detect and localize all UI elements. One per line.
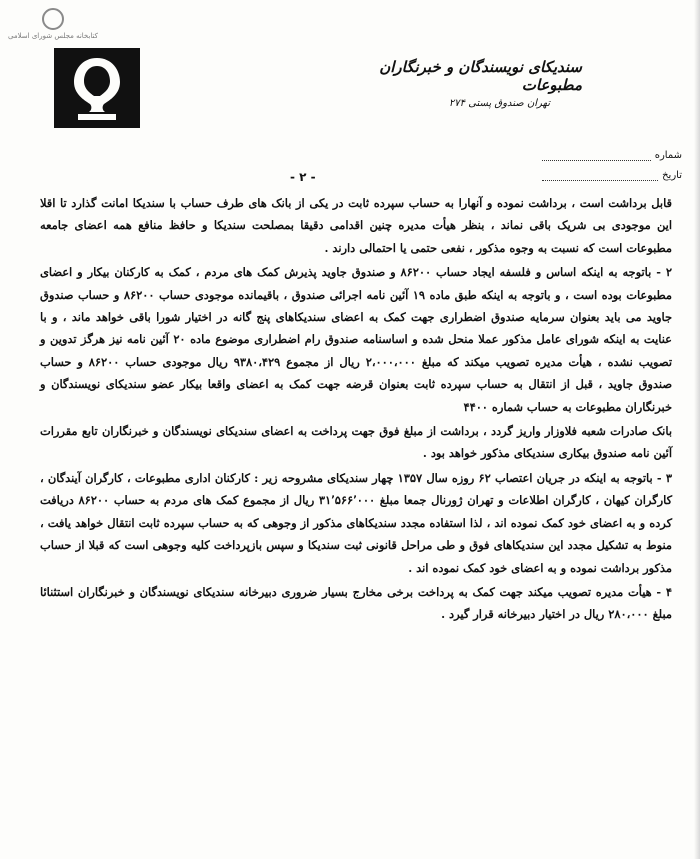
number-field xyxy=(542,150,682,161)
org-name: سندیکای نویسندگان و خبرنگاران مطبوعات xyxy=(379,58,582,94)
number-line xyxy=(542,151,651,161)
paragraph-continuation: قابل برداشت است ، برداشت نموده و آنهارا به حساب سپرده ثابت در یکی از بانک های طرف حساب با سندیکا امانت گذارد تا اقلا این موجودی بی شریک باقی نماند ، بنظر هیأت مدیره چنین اقدامی دقیقا بمصلحت سندیکا و حافظ منافع همه اعضای جامعه مطبوعات است که نسبت به وجوه مذکور ، نفعی حتمی یا احتمالی دارند . xyxy=(40,196,672,255)
date-line xyxy=(542,171,658,181)
date-field xyxy=(542,170,682,181)
paragraph-item-4: ۴ - هیأت مدیره تصویب میکند جهت کمک به پرداخت برخی مخارج بسیار ضروری دبیرخانه سندیکای نویسندگان و خبرنگاران استثنائا مبلغ ۲۸۰،۰۰۰ ریال در اختیار دبیرخانه قرار گیرد . xyxy=(40,584,672,622)
number-label: شماره xyxy=(654,150,682,161)
document-body xyxy=(40,192,672,628)
paragraph-item-2: ۲ - باتوجه به اینکه اساس و فلسفه ایجاد حساب ۸۶۲۰۰ و صندوق جاوید پذیرش کمک های مردم ، کمک به کارکنان بیکار و اعضای مطبوعات بوده است ، و باتوجه به اینکه طبق ماده ۱۹ آئین نامه اجرائی صندوق ، باقیمانده موجودی حساب ۸۶۲۰۰ و حساب صندوق جاوید می باید بعنوان سرمایه صندوق اضطراری جهت کمک به اعضای سندیکاهای پنج گانه در اختیار شورا باقی خواهد ماند ، و با عنایت به اینکه شورای عامل مذکور عملا منحل شده و اساسنامه صندوق رام اضطراری موضوع ماده ۲۰ آئین نامه نیز هرگز تدوین و تصویب نشده ، هیأت مدیره تصویب میکند که مبلغ ۲،۰۰۰،۰۰۰ ریال از مجموع ۹۳۸۰،۴۲۹ ریال موجودی حساب ۸۶۲۰۰ و حساب صندوق جاوید ، قبل از انتقال به حساب سپرده ثابت بعنوان قرضه جهت کمک به اعضای واقعا بیکار عضو سندیکای نویسندگان و خبرنگاران مطبوعات به حساب شماره ۴۴۰۰ xyxy=(40,265,672,414)
paragraph-item-2-continued: بانک صادرات شعبه فلاوزار واریز گردد ، برداشت از مبلغ فوق جهت پرداخت به اعضای سندیکای نویسندگان و خبرنگاران تابع مقررات آئین نامه صندوق بیکاری سندیکای مذکور خواهد بود . xyxy=(40,424,672,461)
scan-edge-shadow xyxy=(694,0,700,859)
syndicate-logo-icon xyxy=(54,48,140,128)
watermark-logo-icon xyxy=(42,8,64,30)
watermark-text: کتابخانه مجلس شورای اسلامی xyxy=(8,32,98,40)
syndicate-logo xyxy=(54,48,140,128)
page-number: - ۲ - xyxy=(290,170,316,184)
org-address: تهران صندوق پستی ۲۷۴ xyxy=(448,98,550,109)
date-label: تاریخ xyxy=(662,170,682,181)
paragraph-item-3: ۳ - باتوجه به اینکه در جریان اعتصاب ۶۲ روزه سال ۱۳۵۷ چهار سندیکای مشروحه زیر : کارکنان اداری مطبوعات ، کارگران آیندگان ، کارگران کیهان ، کارگران اطلاعات و تهران ژورنال جمعا مبلغ ۳۱٬۵۶۶٬۰۰۰ ریال از مجموع کمک های مردم به حساب ۸۶۲۰۰ دریافت کرده و به اعضای خود کمک نموده اند ، لذا استفاده مجدد سندیکاهای مذکور از وجوهی که به حساب سپرده ثابت انتقال خواهد یافت ، منوط به تشکیل مجدد این سندیکاهای فوق و طی مراحل قانونی ثبت سندیکا و سپس بازپرداخت کلیه وجوهی است که قبلا از حساب مذکور برداشت نموده و به اعضای خود کمک نموده اند . xyxy=(40,470,673,575)
